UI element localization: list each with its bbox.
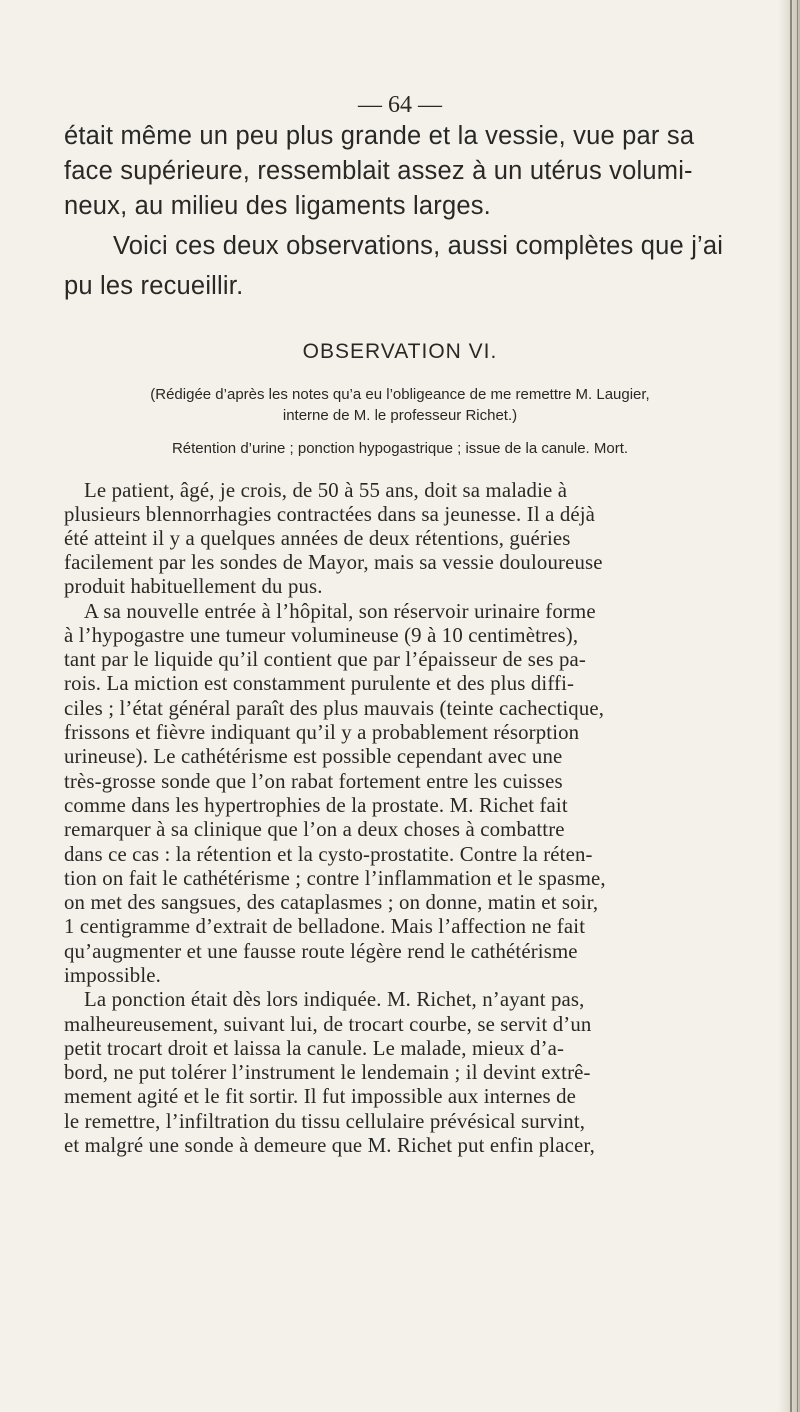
body-line: le remettre, l’infiltration du tissu cellulaire prévésical survint,	[64, 1110, 586, 1133]
body-line: tion on fait le cathétérisme ; contre l’inflammation et le spasme,	[64, 867, 606, 890]
body-line: petit trocart droit et laissa la canule. Le malade, mieux d’a-	[64, 1037, 565, 1060]
body-line: malheureusement, suivant lui, de trocart courbe, se servit d’un	[64, 1013, 592, 1036]
body-line: frissons et fièvre indiquant qu’il y a probablement résorption	[64, 721, 580, 744]
body-line: plusieurs blennorrhagies contractées dans sa jeunesse. Il a déjà	[64, 503, 596, 526]
body-line: comme dans les hypertrophies de la prostate. M. Richet fait	[64, 794, 568, 817]
intro-line: face supérieure, ressemblait assez à un utérus volumi-	[64, 157, 693, 185]
body-line: rois. La miction est constamment purulente et des plus diffi-	[64, 672, 575, 695]
intro-line: était même un peu plus grande et la vessie, vue par sa	[64, 122, 695, 150]
binding-shadow-line	[797, 0, 798, 1412]
redaction-note: interne de M. le professeur Richet.)	[282, 407, 518, 424]
body-line: et malgré une sonde à demeure que M. Richet put enfin placer,	[64, 1134, 595, 1157]
body-line: tant par le liquide qu’il contient que par l’épaisseur de ses pa-	[64, 648, 586, 671]
body-line: facilement par les sondes de Mayor, mais sa vessie douloureuse	[64, 551, 603, 574]
body-line: on met des sangsues, des cataplasmes ; on donne, matin et soir,	[64, 891, 599, 914]
body-line: remarquer à sa clinique que l’on a deux choses à combattre	[64, 818, 565, 841]
body-line: ciles ; l’état général paraît des plus mauvais (teinte cachectique,	[64, 697, 605, 720]
case-summary: Rétention d’urine ; ponction hypogastrique ; issue de la canule. Mort.	[171, 440, 629, 457]
body-line: urineuse). Le cathétérisme est possible cependant avec une	[64, 745, 563, 768]
observation-title: OBSERVATION VI.	[302, 340, 498, 363]
body-line: La ponction était dès lors indiquée. M. Richet, n’ayant pas,	[84, 988, 585, 1011]
body-line: à l’hypogastre une tumeur volumineuse (9 à 10 centimètres),	[64, 624, 579, 647]
body-line: qu’augmenter et une fausse route légère rend le cathétérisme	[64, 940, 578, 963]
body-line: A sa nouvelle entrée à l’hôpital, son réservoir urinaire forme	[84, 600, 596, 623]
body-line: Le patient, âgé, je crois, de 50 à 55 ans, doit sa maladie à	[84, 479, 568, 502]
intro-line: neux, au milieu des ligaments larges.	[64, 192, 491, 220]
body-line: 1 centigramme d’extrait de belladone. Mais l’affection ne fait	[64, 915, 586, 938]
binding-shadow-line	[790, 0, 792, 1412]
intro-line: Voici ces deux observations, aussi complètes que j’ai	[113, 232, 724, 260]
body-line: bord, ne put tolérer l’instrument le lendemain ; il devint extrê-	[64, 1061, 591, 1084]
body-line: très-grosse sonde que l’on rabat fortement entre les cuisses	[64, 770, 563, 793]
body-line: produit habituellement du pus.	[64, 575, 323, 598]
page-number: — 64 —	[358, 92, 442, 118]
body-line: mement agité et le fit sortir. Il fut impossible aux internes de	[64, 1085, 577, 1108]
redaction-note: (Rédigée d’après les notes qu’a eu l’obligeance de me remettre M. Laugier,	[150, 386, 650, 403]
body-line: été atteint il y a quelques années de deux rétentions, guéries	[64, 527, 571, 550]
body-line: impossible.	[64, 964, 161, 987]
intro-line: pu les recueillir.	[64, 272, 244, 300]
body-line: dans ce cas : la rétention et la cysto-prostatite. Contre la réten-	[64, 843, 593, 866]
